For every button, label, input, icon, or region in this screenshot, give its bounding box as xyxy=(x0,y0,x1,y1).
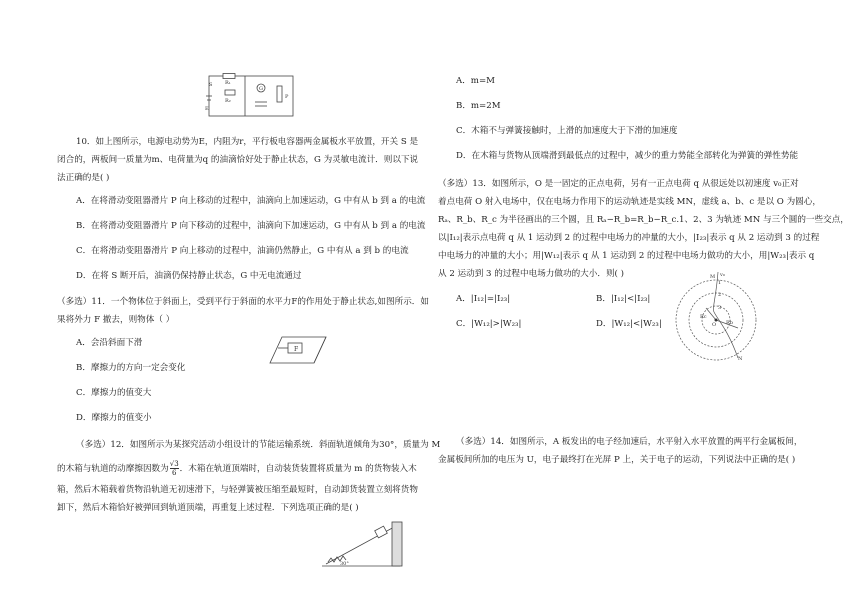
q12-stem-line3: 箱，然后木箱载着货物沿轨道无初速滑下，与轻弹簧被压缩至最短时，自动卸货装置立刻将货物 xyxy=(57,485,418,495)
q12-stem-line2-start: 的木箱与轨道的动摩擦因数为 xyxy=(57,464,169,474)
q12-option-c: C．木箱不与弹簧接触时，上滑的加速度大于下滑的加速度 xyxy=(456,126,678,136)
incline-block-diagram xyxy=(268,333,330,369)
fraction-denominator: 6 xyxy=(171,469,177,477)
q13-stem-line3: Rₐ、R_b、R_c 为半径画出的三个圆，且 Rₐ−R_b=R_b−R_c.1、2、3 为轨迹 MN 与三个圆的一些交点， xyxy=(438,215,849,225)
svg-text:R₂: R₂ xyxy=(225,98,231,104)
friction-fraction xyxy=(170,460,179,477)
q11-option-c: C．摩擦力的值变大 xyxy=(76,388,152,398)
q12-stem-line4: 卸下，然后木箱恰好被弹回到轨道顶端，再重复上述过程．下列选项正确的是( ) xyxy=(57,503,359,513)
q10-stem-line1: 10．如上图所示，电源电动势为E，内阻为r，平行板电容器两金属板水平放置，开关 S 是 xyxy=(76,137,419,147)
q13-option-a: A．|I₁₂|=|I₂₃| xyxy=(456,294,511,304)
q13-stem-line2: 着点电荷 O 射入电场中，仅在电场力作用下的运动轨迹是实线 MN，虚线 a、b、c 是以 O 为圆心， xyxy=(438,197,821,207)
q13-stem-line5: 中电场力的冲量的大小；用|W₁₂|表示 q 从 1 运动到 2 的过程中电场力做功的大小，用|W₂₃|表示 q xyxy=(438,251,815,261)
q10-stem-line3: 法正确的是( ) xyxy=(57,173,110,183)
svg-text:F: F xyxy=(294,346,299,353)
svg-text:3: 3 xyxy=(718,305,722,311)
q13-option-b: B．|I₁₂|<|I₂₃| xyxy=(596,294,651,304)
q10-option-a: A．在将滑动变阻器滑片 P 向上移动的过程中，油滴向上加速运动，G 中有从 b 到 a 的电流 xyxy=(76,196,426,206)
svg-text:1: 1 xyxy=(718,280,722,286)
angle-label: 30° xyxy=(340,561,349,567)
q13-option-c: C．|W₁₂|>|W₂₃| xyxy=(456,319,522,329)
q10-option-c: C．在将滑动变阻器滑片 P 向上移动的过程中，油滴仍然静止，G 中有从 a 到 b 的电流 xyxy=(76,246,409,256)
svg-text:v₀: v₀ xyxy=(720,272,725,278)
svg-text:S: S xyxy=(209,82,213,88)
svg-text:Rb: Rb xyxy=(726,320,733,326)
q11-option-b: B．摩擦力的方向一定会变化 xyxy=(76,363,186,373)
svg-text:N: N xyxy=(738,356,743,362)
q12-option-d: D．在木箱与货物从顶端滑到最低点的过程中，减少的重力势能全部转化为弹簧的弹性势能 xyxy=(456,151,799,161)
svg-text:2: 2 xyxy=(718,292,722,298)
q11-stem-line1: （多选）11．一个物体位于斜面上，受到平行于斜面的水平力F的作用处于静止状态,如图所示．如 xyxy=(57,297,429,307)
svg-text:E: E xyxy=(205,106,209,112)
q12-stem-line1: （多选）12．如图所示为某探究活动小组设计的节能运输系统．斜面轨道倾角为30°，质量为 M xyxy=(76,440,441,450)
q12-stem-line2 xyxy=(57,460,417,477)
fraction-numerator: √3 xyxy=(169,460,179,468)
circuit-diagram xyxy=(205,72,297,122)
q13-option-d: D．|W₁₂|<|W₂₃| xyxy=(596,319,662,329)
q10-stem-line2: 闭合的，两板间一质量为m、电荷量为q 的油滴恰好处于静止状态，G 为灵敏电流计．则以下说 xyxy=(57,155,419,165)
charge-trajectory-diagram xyxy=(672,268,764,364)
svg-text:P: P xyxy=(285,94,289,100)
svg-text:R₁: R₁ xyxy=(225,80,231,86)
q13-stem-line1: （多选）13．如图所示，O 是一固定的正点电荷，另有一正点电荷 q 从很远处以初速度 v₀正对 xyxy=(438,179,799,189)
q12-option-a: A．m=M xyxy=(456,76,495,86)
svg-text:M: M xyxy=(710,274,716,280)
q10-option-d: D．在将 S 断开后，油滴仍保持静止状态，G 中无电流通过 xyxy=(76,271,302,281)
q12-stem-line2-end: ．木箱在轨道顶端时，自动装货装置将质量为 m 的货物装入木 xyxy=(179,464,417,474)
q14-stem-line2: 金属板间所加的电压为 U，电子最终打在光屏 P 上，关于电子的运动，下列说法中正确的是( ) xyxy=(438,455,796,465)
q11-option-a: A．会沿斜面下滑 xyxy=(76,338,143,348)
q11-stem-line2: 果将外力 F 撤去，则物体（ ） xyxy=(57,315,175,325)
q13-stem-line4: 以|I₁₂|表示点电荷 q 从 1 运动到 2 的过程中电场力的冲量的大小，|I₂₃|表示 q 从 2 运动到 3 的过程 xyxy=(438,233,820,243)
svg-text:G: G xyxy=(259,86,263,92)
q12-option-b: B．m=2M xyxy=(456,101,501,111)
q13-stem-line6: 从 2 运动到 3 的过程中电场力做功的大小．则( ) xyxy=(438,269,624,279)
q10-option-b: B．在将滑动变阻器滑片 P 向下移动的过程中，油滴向下加速运动，G 中有从 b 到 a 的电流 xyxy=(76,221,426,231)
q11-option-d: D．摩擦力的值变小 xyxy=(76,413,152,423)
svg-text:O: O xyxy=(712,322,717,328)
q14-stem-line1: （多选）14．如图所示，A 板发出的电子经加速后，水平射入水平放置的两平行金属板间， xyxy=(456,437,803,447)
svg-text:Rc: Rc xyxy=(700,314,707,320)
ramp-spring-diagram xyxy=(320,518,406,570)
